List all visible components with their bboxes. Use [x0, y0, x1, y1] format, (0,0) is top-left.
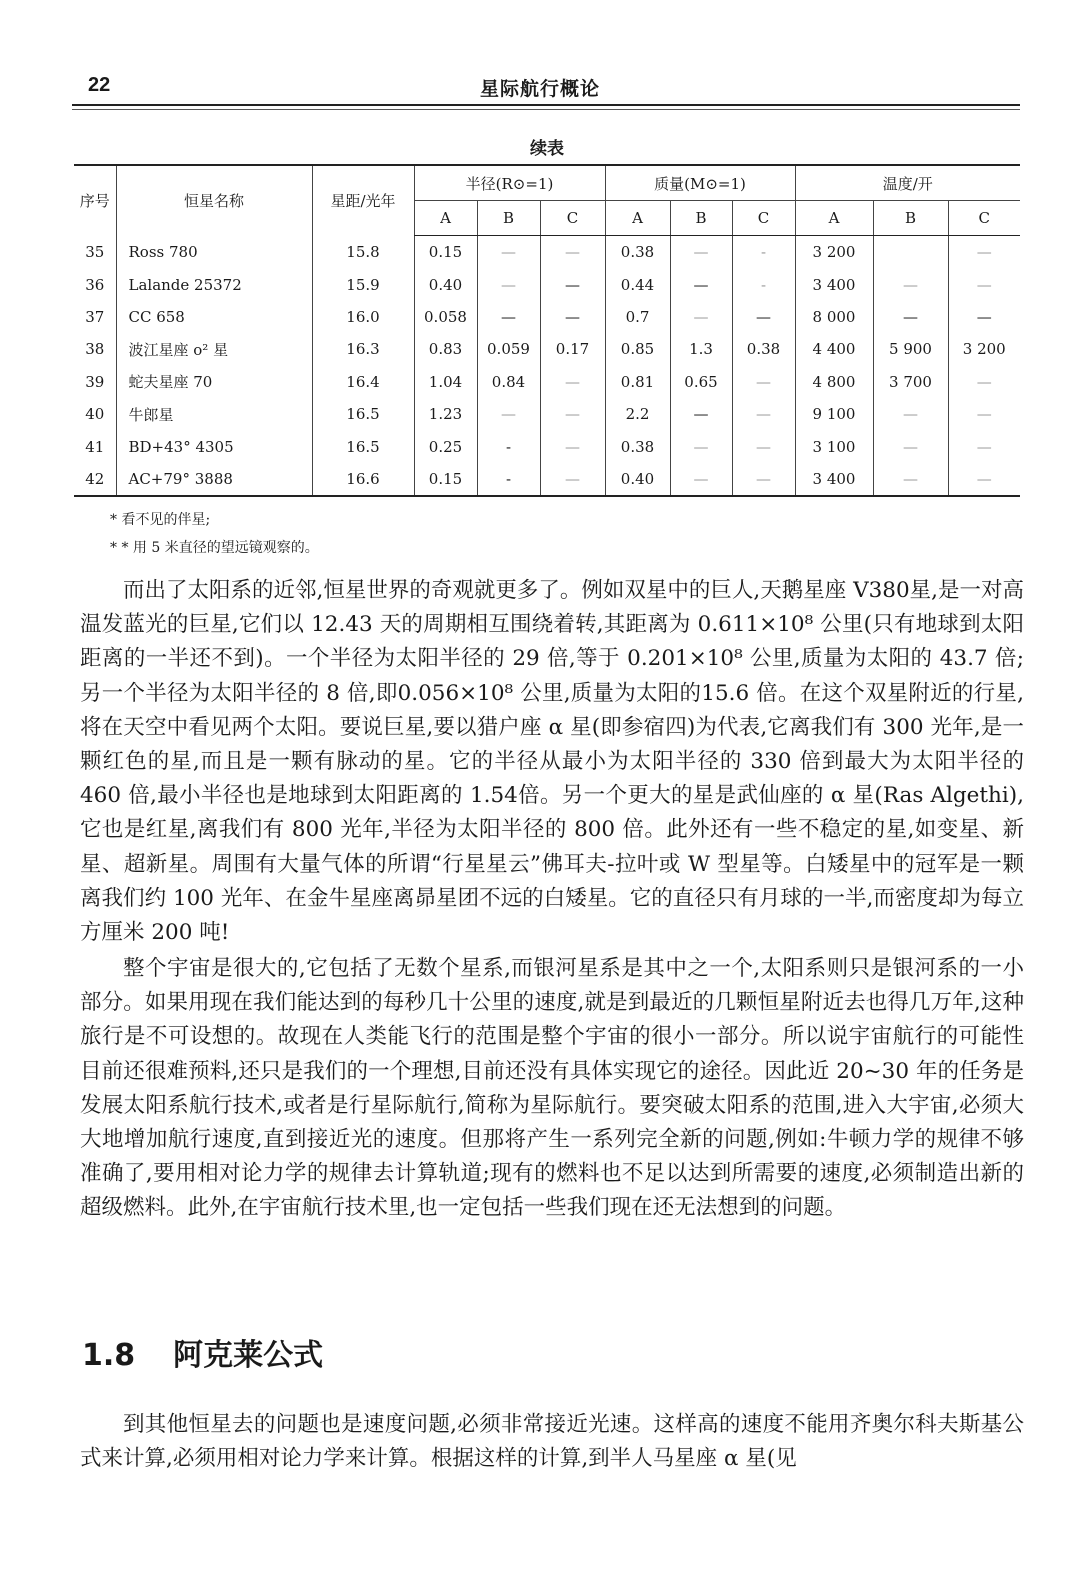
cell-temp-a: 9 100	[795, 398, 873, 430]
subheader-mass-b: B	[670, 201, 732, 236]
running-title: 星际航行概论	[479, 78, 600, 100]
cell-temp-b: —	[873, 398, 948, 430]
star-data-table	[74, 164, 1020, 497]
cell-temp-b	[873, 236, 948, 269]
cell-mass-b: 0.65	[670, 366, 732, 398]
cell-distance: 16.4	[312, 366, 414, 398]
cell-temp-a: 8 000	[795, 301, 873, 333]
col-header-name: 恒星名称	[116, 165, 312, 236]
cell-mass-a: 0.40	[605, 463, 670, 496]
cell-mass-b: —	[670, 301, 732, 333]
cell-star-name: Lalande 25372	[116, 268, 312, 300]
table-row	[74, 301, 1020, 333]
cell-star-name: AC+79° 3888	[116, 463, 312, 496]
cell-index: 38	[85, 340, 105, 359]
cell-star-name: 牛郎星	[116, 398, 312, 430]
subheader-temp-c: C	[948, 201, 1020, 236]
cell-radius-a: 0.40	[414, 268, 477, 300]
col-header-temperature: 温度/开	[795, 165, 1020, 201]
cell-radius-c: —	[540, 268, 605, 300]
cell-index: 36	[85, 275, 105, 294]
col-header-radius: 半径(R⊙=1)	[414, 165, 605, 201]
cell-distance: 16.5	[312, 430, 414, 462]
cell-mass-c: -	[732, 268, 795, 300]
table-row	[74, 268, 1020, 300]
cell-star-name: Ross 780	[116, 236, 312, 269]
cell-index: 37	[85, 307, 105, 326]
cell-mass-c: -	[732, 236, 795, 269]
section-heading	[82, 1330, 323, 1374]
cell-radius-c: —	[540, 398, 605, 430]
cell-temp-c: —	[948, 366, 1020, 398]
subheader-temp-a: A	[795, 201, 873, 236]
cell-mass-c: —	[732, 366, 795, 398]
cell-star-name: 波江星座 o² 星	[116, 333, 312, 365]
cell-mass-a: 0.7	[605, 301, 670, 333]
paragraph-stellar-wonders: 而出了太阳系的近邻,恒星世界的奇观就更多了。例如双星中的巨人,天鹅星座 V380星,是一对高温发蓝光的巨星,它们以 12.43 天的周期相互围绕着转,其距离为 0.611×10⁸ 公里(只有地球到太阳距离的一半还不到)。一个半径为太阳半径的 29 倍,等于 0.201×10⁸ 公里,质量为太阳的 43.7 倍;另一个半径为太阳半径的 8 倍,即0.056×10⁸ 公里,质量为太阳的15.6 倍。在这个双星附近的行星,将在天空中看见两个太阳。要说巨星,要以猎户座 α 星(即参宿四)为代表,它离我们有 300 光年,是一颗红色的星,而且是一颗有脉动的星。它的半径从最小为太阳半径的 330 倍到最大为太阳半径的 460 倍,最小半径也是地球到太阳距离的 1.54倍。另一个更大的星是武仙座的 α 星(Ras Algethi),它也是红星,离我们有 800 光年,半径为太阳半径的 800 倍。此外还有一些不稳定的星,如变星、新星、超新星。周围有大量气体的所谓“行星星云”佛耳夫-拉叶或 W 型星等。白矮星中的冠军是一颗离我们约 100 光年、在金牛星座离昴星团不远的白矮星。它的直径只有月球的一半,而密度却为每立方厘米 200 吨!	[80, 578, 1024, 946]
cell-index: 42	[74, 463, 116, 496]
table-row	[74, 463, 1020, 496]
cell-temp-a: 3 400	[795, 268, 873, 300]
table-row	[74, 366, 1020, 398]
cell-temp-c: —	[948, 430, 1020, 462]
cell-mass-b: —	[670, 463, 732, 496]
subheader-radius-b: B	[477, 201, 540, 236]
subheader-radius-a: A	[414, 201, 477, 236]
subheader-temp-b: B	[873, 201, 948, 236]
cell-mass-a: 2.2	[605, 398, 670, 430]
col-header-mass: 质量(M⊙=1)	[605, 165, 795, 201]
table-caption: 续表	[530, 139, 564, 159]
cell-radius-c: —	[540, 463, 605, 496]
cell-radius-a: 0.25	[414, 430, 477, 462]
cell-radius-c: —	[540, 301, 605, 333]
section-number: 1.8	[82, 1338, 136, 1373]
cell-radius-b: 0.059	[477, 333, 540, 365]
cell-temp-a: 4 400	[795, 333, 873, 365]
cell-mass-b: —	[670, 430, 732, 462]
cell-mass-c: —	[732, 301, 795, 333]
cell-temp-c: —	[948, 398, 1020, 430]
cell-mass-c: —	[732, 463, 795, 496]
cell-mass-b: —	[670, 268, 732, 300]
cell-radius-b: —	[477, 398, 540, 430]
cell-mass-c: —	[732, 430, 795, 462]
cell-mass-c: 0.38	[732, 333, 795, 365]
cell-temp-b: —	[873, 463, 948, 496]
cell-temp-b: —	[873, 268, 948, 300]
cell-temp-c: —	[948, 236, 1020, 269]
subheader-mass-a: A	[605, 201, 670, 236]
cell-distance: 16.6	[312, 463, 414, 496]
cell-radius-b: —	[477, 301, 540, 333]
cell-radius-b: 0.84	[477, 366, 540, 398]
cell-radius-b: —	[477, 268, 540, 300]
cell-star-name: 蛇夫星座 70	[116, 366, 312, 398]
cell-star-name: BD+43° 4305	[116, 430, 312, 462]
cell-mass-a: 0.38	[605, 430, 670, 462]
subheader-mass-c: C	[732, 201, 795, 236]
cell-mass-b: —	[670, 236, 732, 269]
paragraph-relativity: 到其他恒星去的问题也是速度问题,必须非常接近光速。这样高的速度不能用齐奥尔科夫斯基公式来计算,必须用相对论力学来计算。根据这样的计算,到半人马星座 α 星(见	[80, 1412, 1024, 1472]
cell-index: 41	[85, 437, 105, 456]
cell-radius-a: 1.04	[414, 366, 477, 398]
cell-temp-b: —	[873, 430, 948, 462]
cell-distance: 16.5	[312, 398, 414, 430]
cell-radius-c: 0.17	[540, 333, 605, 365]
cell-temp-b: 5 900	[873, 333, 948, 365]
table-row	[74, 430, 1020, 462]
paragraph-universe-scale: 整个宇宙是很大的,它包括了无数个星系,而银河星系是其中之一个,太阳系则只是银河系的一小部分。如果用现在我们能达到的每秒几十公里的速度,就是到最近的几颗恒星附近去也得几万年,这种旅行是不可设想的。故现在人类能飞行的范围是整个宇宙的很小一部分。所以说宇宙航行的可能性目前还很难预料,还只是我们的一个理想,目前还没有具体实现它的途径。因此近 20~30 年的任务是发展太阳系航行技术,或者是行星际航行,简称为星际航行。要突破太阳系的范围,进入大宇宙,必须大大地增加航行速度,直到接近光的速度。但那将产生一系列完全新的问题,例如:牛顿力学的规律不够准确了,要用相对论力学的规律去计算轨道;现有的燃料也不足以达到所需要的速度,必须制造出新的超级燃料。此外,在宇宙航行技术里,也一定包括一些我们现在还无法想到的问题。	[80, 956, 1024, 1221]
col-header-index: 序号	[74, 165, 116, 236]
cell-radius-a: 0.83	[414, 333, 477, 365]
cell-radius-b: -	[477, 430, 540, 462]
cell-temp-b: —	[873, 301, 948, 333]
cell-mass-a: 0.44	[605, 268, 670, 300]
cell-temp-a: 3 200	[795, 236, 873, 269]
cell-temp-c: —	[948, 301, 1020, 333]
col-header-distance: 星距/光年	[312, 165, 414, 236]
cell-distance: 16.3	[312, 333, 414, 365]
footnote-telescope: * * 用 5 米直径的望远镜观察的。	[110, 540, 319, 556]
cell-index: 35	[85, 242, 105, 261]
cell-radius-c: —	[540, 430, 605, 462]
cell-radius-b: —	[477, 236, 540, 269]
cell-radius-b: -	[477, 463, 540, 496]
cell-radius-a: 1.23	[414, 398, 477, 430]
cell-mass-b: —	[670, 398, 732, 430]
cell-radius-a: 0.15	[414, 463, 477, 496]
header-rule	[72, 104, 1020, 106]
cell-distance: 15.9	[312, 268, 414, 300]
section-title: 阿克莱公式	[173, 1338, 324, 1373]
footnote-hidden-companion: * 看不见的伴星;	[110, 512, 211, 528]
cell-temp-a: 3 400	[795, 463, 873, 496]
cell-star-name: CC 658	[116, 301, 312, 333]
cell-index: 40	[85, 405, 105, 424]
cell-temp-a: 3 100	[795, 430, 873, 462]
cell-distance: 16.0	[312, 301, 414, 333]
cell-temp-b: 3 700	[873, 366, 948, 398]
table-row	[74, 398, 1020, 430]
cell-mass-a: 0.85	[605, 333, 670, 365]
cell-mass-b: 1.3	[670, 333, 732, 365]
cell-mass-a: 0.38	[605, 236, 670, 269]
cell-mass-a: 0.81	[605, 366, 670, 398]
header-rule-thin	[72, 109, 1020, 110]
cell-distance: 15.8	[312, 236, 414, 269]
page-number: 22	[88, 74, 111, 96]
cell-temp-c: —	[948, 268, 1020, 300]
cell-radius-c: —	[540, 236, 605, 269]
cell-radius-a: 0.058	[414, 301, 477, 333]
subheader-radius-c: C	[540, 201, 605, 236]
cell-temp-c: —	[948, 463, 1020, 496]
cell-temp-c: 3 200	[948, 333, 1020, 365]
cell-mass-c: —	[732, 398, 795, 430]
table-row	[74, 333, 1020, 365]
cell-index: 39	[85, 372, 105, 391]
cell-radius-c: —	[540, 366, 605, 398]
cell-radius-a: 0.15	[414, 236, 477, 269]
cell-temp-a: 4 800	[795, 366, 873, 398]
table-row	[74, 236, 1020, 269]
